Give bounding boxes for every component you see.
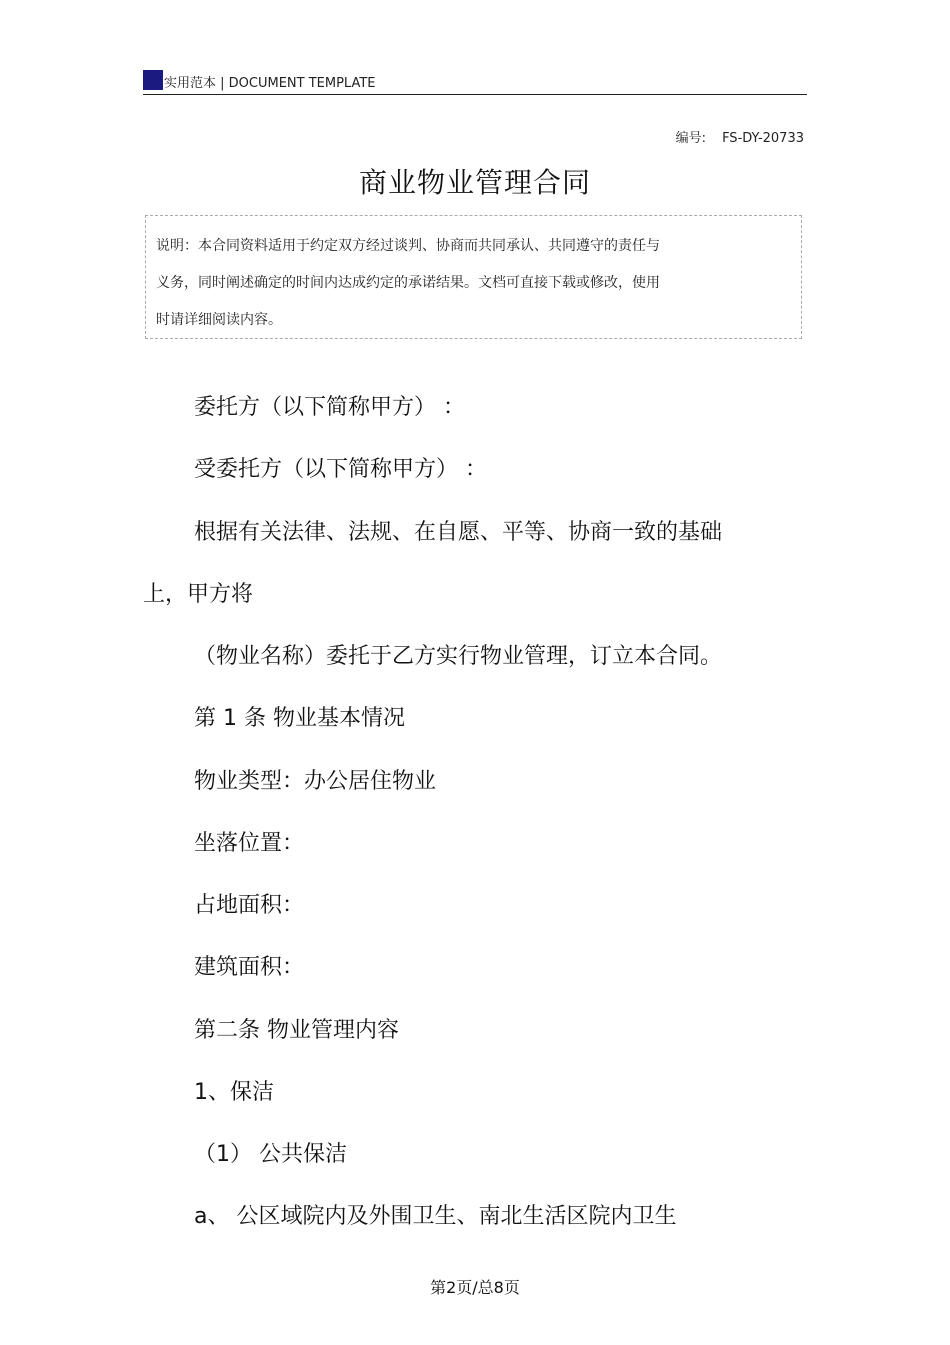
body-paragraph: 根据有关法律、法规、在自愿、平等、协商一致的基础 <box>194 520 723 545</box>
notice-line: 时请详细阅读内容。 <box>156 312 282 328</box>
body-paragraph: 物业类型：办公居住物业 <box>194 769 437 794</box>
document-number <box>676 127 804 146</box>
document-number-value: FS-DY-20733 <box>722 131 804 146</box>
body-paragraph: a、 公区域院内及外围卫生、南北生活区院内卫生 <box>194 1204 677 1229</box>
body-paragraph: （1） 公共保洁 <box>194 1142 347 1167</box>
document-number-label: 编号: <box>675 131 707 146</box>
body-paragraph: 占地面积： <box>194 893 305 918</box>
body-paragraph: 建筑面积： <box>194 955 305 980</box>
body-paragraph: 委托方（以下简称甲方） ： <box>194 395 465 420</box>
notice-line: 义务，同时阐述确定的时间内达成约定的承诺结果。文档可直接下载或修改，使用 <box>156 275 660 291</box>
body-paragraph: 坐落位置： <box>194 831 305 856</box>
section-heading: 第二条 物业管理内容 <box>194 1018 399 1043</box>
document-title: 商业物业管理合同 <box>358 166 591 199</box>
body-paragraph: 上，甲方将 <box>143 582 254 607</box>
body-paragraph: （物业名称）委托于乙方实行物业管理，订立本合同。 <box>194 644 723 669</box>
body-paragraph: 1、保洁 <box>194 1080 274 1105</box>
body-paragraph: 受委托方（以下简称甲方） ： <box>194 457 487 482</box>
header-logo-square <box>143 70 163 90</box>
notice-line: 说明：本合同资料适用于约定双方经过谈判、协商而共同承认、共同遵守的责任与 <box>156 238 660 254</box>
section-heading: 第 1 条 物业基本情况 <box>194 706 405 731</box>
document-header <box>143 68 807 95</box>
header-text: 实用范本 | DOCUMENT TEMPLATE <box>164 76 376 91</box>
notice-box <box>145 215 802 339</box>
page-number: 第2页/总8页 <box>430 1278 520 1297</box>
